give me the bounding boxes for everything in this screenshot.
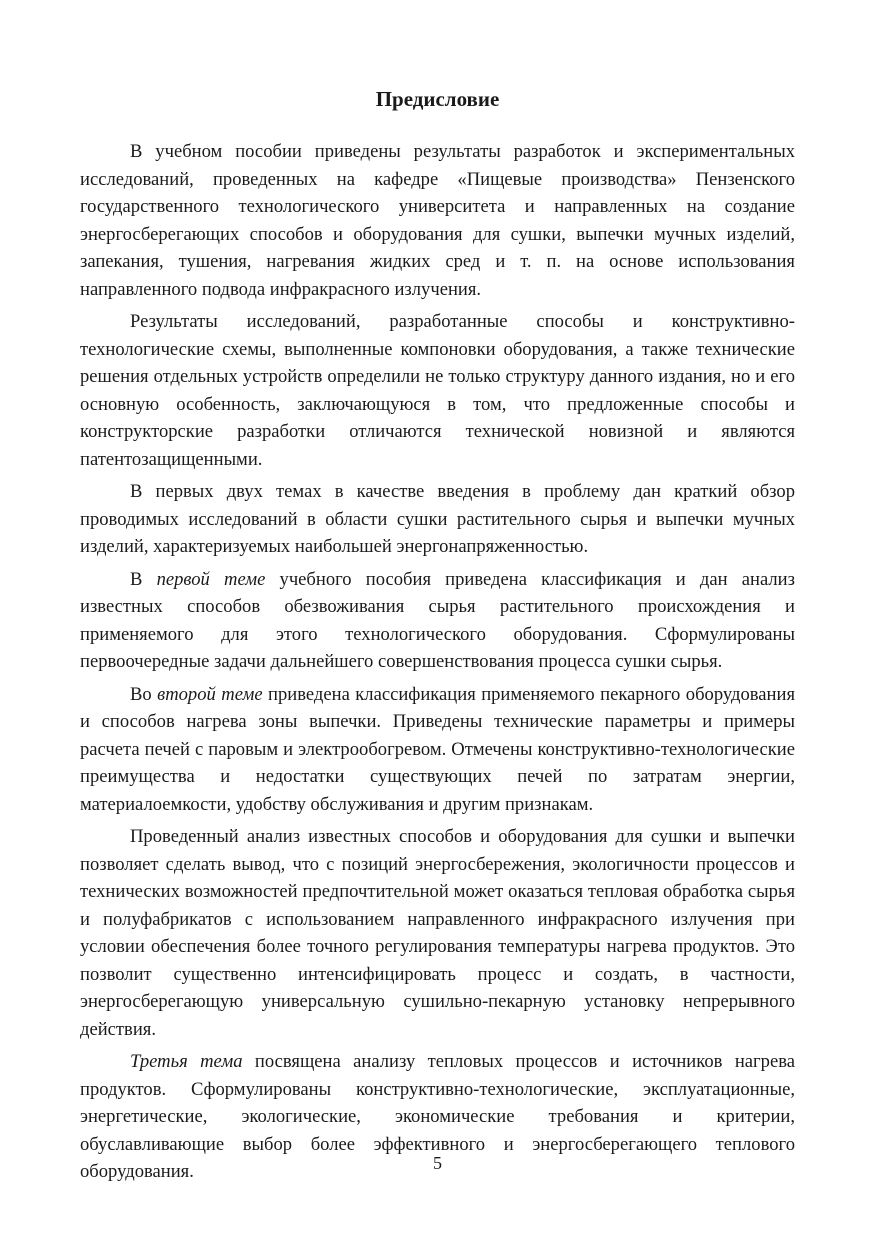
page-number: 5 [433, 1153, 442, 1173]
paragraph-3 [80, 478, 795, 561]
paragraph-text: Результаты исследований, разработанные способы и конструктивно-технологические схемы, выполненные компоновки оборудования, а также технические решения отдельных устройств определили не только структуру данного издания, но и его основную особенность, заключающуюся в том, что предложенные способы и конструкторские разработки отличаются технической новизной и являются патентозащищенными. [80, 311, 795, 470]
paragraph-lead: В [130, 568, 157, 590]
document-page [80, 84, 795, 1186]
paragraph-text: учебного пособия приведена классификация и дан анализ известных способов обезвоживания сырья растительного происхождения и применяемого для этого технологического оборудования. Сформулированы первоочередные задачи дальнейшего совершенствования процесса сушки сырья. [80, 568, 795, 672]
paragraph-6 [80, 823, 795, 1043]
paragraph-text: В первых двух темах в качестве введения в проблему дан краткий обзор проводимых исследований в области сушки растительного сырья и выпечки мучных изделий, характеризуемых наибольшей энергонапряженностью. [80, 481, 795, 557]
paragraph-text: Проведенный анализ известных способов и оборудования для сушки и выпечки позволяет сделать вывод, что с позиций энергосбережения, экологичности процессов и технических возможностей предпочтительной может оказаться тепловая обработка сырья и полуфабрикатов с использованием направленного инфракрасного излучения при условии обеспечения более точного регулирования температуры нагрева продуктов. Это позволит существенно интенсифицировать процесс и создать, в частности, энергосберегающую универсальную сушильно-пекарную установку непрерывного действия. [80, 826, 795, 1040]
paragraph-italic-term: первой теме [156, 568, 266, 590]
paragraph-lead: Во [130, 683, 158, 705]
paragraph-italic-term: второй теме [157, 683, 263, 705]
paragraph-text: приведена классификация применяемого пекарного оборудования и способов нагрева зоны выпечки. Приведены технические параметры и примеры расчета печей с паровым и электрообогревом. Отмечены конструктивно-технологические преимущества и недостатки существующих печей по затратам энергии, материалоемкости, удобству обслуживания и другим признакам. [80, 683, 795, 815]
paragraph-1 [80, 138, 795, 303]
paragraph-2 [80, 308, 795, 473]
page-title: Предисловие [375, 87, 500, 111]
paragraph-text: В учебном пособии приведены результаты разработок и экспериментальных исследований, проведенных на кафедре «Пищевые производства» Пензенского государственного технологического университета и направленных на создание энергосберегающих способов и оборудования для сушки, выпечки мучных изделий, запекания, тушения, нагревания жидких сред и т. п. на основе использования направленного подвода инфракрасного излучения. [80, 141, 795, 300]
paragraph-italic-term: Третья тема [130, 1051, 243, 1072]
paragraph-5 [80, 681, 795, 819]
paragraph-text: посвящена анализу тепловых процессов и источников нагрева продуктов. Сформулированы конструктивно-технологические, эксплуатационные, энергетические, экологические, экономические требования и критерии, обуславливающие выбор более эффективного и энергосберегающего теплового оборудования. [80, 1051, 795, 1182]
paragraph-4 [80, 566, 795, 676]
